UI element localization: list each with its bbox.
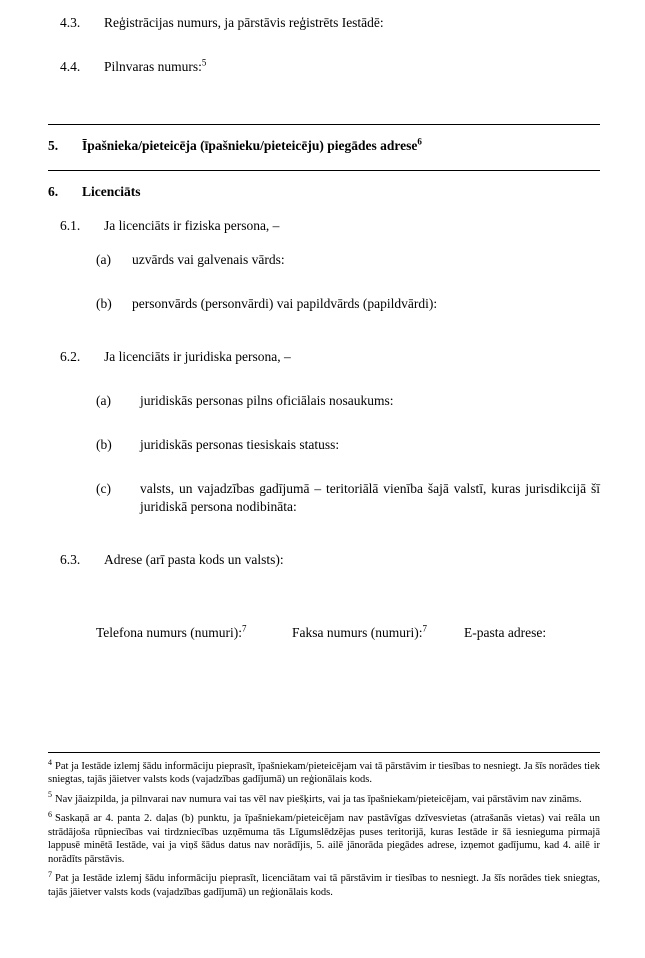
list-item <box>96 480 600 516</box>
document-body <box>48 14 600 641</box>
item-text: personvārds (personvārdi) vai papildvārds (papildvārdi): <box>132 296 438 312</box>
contact-fields <box>96 625 600 641</box>
item-number: 6.1. <box>60 217 81 233</box>
spacer <box>48 410 600 436</box>
item-number: (c) <box>96 481 111 497</box>
section-divider <box>48 170 600 171</box>
item-number: (a) <box>96 392 111 408</box>
item-text: valsts, un vajadzības gadījumā – teritoriālā vienība šajā valstī, kuras jurisdikcijā šī juridiskā persona nodibināta: <box>140 481 600 515</box>
footnote <box>48 809 600 866</box>
section-number: 6. <box>48 183 59 199</box>
list-item <box>60 58 600 76</box>
item-number: 4.3. <box>60 15 81 30</box>
footnote-text: Nav jāaizpilda, ja pilnvarai nav numura vai tas vēl nav piešķirts, vai ja tas īpašniekam/pieteicējam, vai pārstāvim nav zināms. <box>55 793 582 805</box>
item-number: 6.2. <box>60 348 81 364</box>
list-item <box>96 251 600 269</box>
footnote <box>48 790 600 806</box>
item-number: (b) <box>96 296 112 312</box>
phone-label-text: Telefona numurs (numuri): <box>96 624 243 640</box>
spacer <box>48 454 600 480</box>
item-number: 4.4. <box>60 59 81 75</box>
item-number: (b) <box>96 436 112 452</box>
section-title <box>82 137 600 155</box>
footnote-ref: 7 <box>422 623 427 634</box>
list-item <box>60 217 600 235</box>
spacer <box>48 201 600 217</box>
fax-label <box>292 625 464 641</box>
section-6 <box>48 183 600 201</box>
footnote <box>48 869 600 899</box>
item-number: (a) <box>96 252 111 268</box>
footnote <box>48 757 600 787</box>
list-item <box>60 14 600 32</box>
section-title: Licenciāts <box>82 183 141 199</box>
spacer <box>48 269 600 295</box>
spacer <box>48 32 600 58</box>
item-text: Reģistrācijas numurs, ja pārstāvis reģistrēts Iestādē: <box>104 15 384 30</box>
section-title-text: Īpašnieka/pieteicēja (īpašnieku/pieteicēju) piegādes adrese <box>82 138 418 154</box>
footnote-marker: 7 <box>48 869 52 879</box>
footnote-ref: 5 <box>201 57 207 68</box>
footnote-marker: 4 <box>48 757 52 767</box>
spacer <box>48 517 600 551</box>
item-number: 6.3. <box>60 551 81 567</box>
list-item <box>96 392 600 410</box>
item-text: juridiskās personas pilns oficiālais nosaukums: <box>140 392 394 408</box>
footnote-ref: 7 <box>242 623 247 634</box>
footnote-ref: 6 <box>417 136 422 147</box>
spacer <box>48 76 600 110</box>
footnote-text: Pat ja Iestāde izlemj šādu informāciju pieprasīt, licenciātam vai tā pārstāvim ir tiesības to nesniegt. Ja šīs norādes tiek sniegtas, tajās jāietver valsts kods (vajadzības gadījumā) un reģionālais kods. <box>48 873 600 898</box>
item-text: Ja licenciāts ir fiziska persona, – <box>104 217 280 233</box>
item-text: Ja licenciāts ir juridiska persona, – <box>104 348 291 364</box>
section-number: 5. <box>48 138 59 154</box>
spacer <box>48 366 600 392</box>
list-item <box>60 551 600 569</box>
item-text <box>104 58 600 76</box>
section-5 <box>48 137 600 155</box>
footnote-marker: 6 <box>48 809 52 819</box>
item-text: juridiskās personas tiesiskais statuss: <box>140 436 340 452</box>
footnote-marker: 5 <box>48 790 52 800</box>
spacer <box>48 314 600 348</box>
fax-label-text: Faksa numurs (numuri): <box>292 624 423 640</box>
phone-label <box>96 625 292 641</box>
list-item <box>96 436 600 454</box>
list-item <box>60 348 600 366</box>
item-text: uzvārds vai galvenais vārds: <box>132 252 285 268</box>
footnote-divider <box>48 752 600 753</box>
item-label: Pilnvaras numurs: <box>104 59 202 75</box>
email-label: E-pasta adrese: <box>464 624 547 640</box>
footnote-text: Saskaņā ar 4. panta 2. daļas (b) punktu, ja īpašniekam/pieteicējam nav pastāvīgas dzīvesvietas (atrašanās vietas) vai reāla un strādājoša rūpniecības vai tirdzniecības uzņēmuma tās Līgumslēdzējas puses teritorijā, kuras Iestāde ir šā iesnieguma pirmajā lappusē minētā Iestāde, vai ja viņš šādus datus nav norādījis, 5. ailē jānorāda piegādes adrese, izņemot gadījumu, kad 4. ailē ir norādīts pārstāvis. <box>48 813 600 865</box>
spacer <box>48 235 600 251</box>
item-text: Adrese (arī pasta kods un valsts): <box>104 551 284 567</box>
footnote-text: Pat ja Iestāde izlemj šādu informāciju pieprasīt, īpašniekam/pieteicējam vai tā pārstāvim ir tiesības to nesniegt. Ja šīs norādes tiek sniegtas, tajās jāietver valsts kods (vajadzības gadījumā) un reģionālais kods. <box>48 761 600 786</box>
footnotes-section <box>48 752 600 905</box>
section-divider <box>48 124 600 125</box>
list-item <box>96 295 600 313</box>
